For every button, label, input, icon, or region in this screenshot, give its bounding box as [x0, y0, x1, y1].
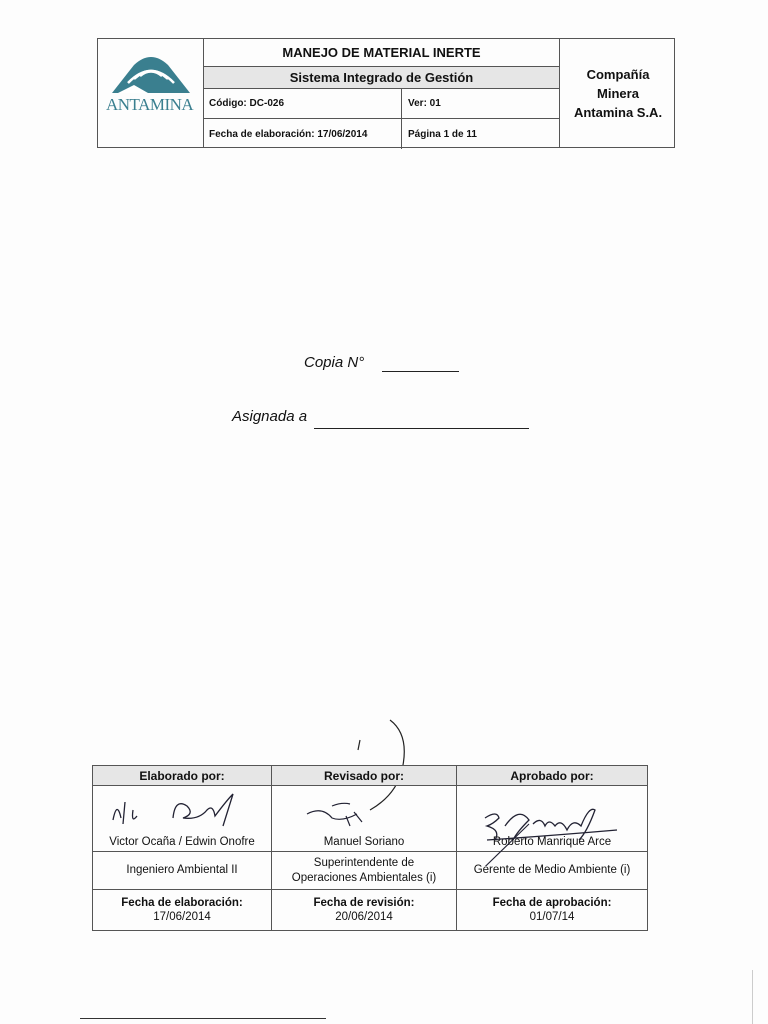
aprobado-signature-cell: [457, 786, 647, 852]
assigned-to-field[interactable]: [314, 428, 529, 429]
revisado-signature-cell: [272, 786, 456, 852]
company-line-1: Compañía: [586, 66, 650, 82]
header-middle: [204, 39, 559, 147]
company-line-3: Antamina S.A.: [573, 104, 663, 120]
document-header: [97, 38, 675, 148]
elaborado-date-label: Fecha de elaboración:: [121, 897, 243, 909]
assigned-to-label: Asignada a: [232, 408, 308, 425]
handwritten-signature-icon: [103, 790, 253, 830]
revisado-name: Manuel Soriano: [323, 836, 405, 848]
copy-number-label: Copia N°: [304, 354, 365, 371]
revisado-role-line-2: Operaciones Ambientales (i): [291, 871, 437, 884]
revisado-role-line-1: Superintendente de: [313, 856, 415, 869]
logo-text: ANTAMINA: [106, 95, 194, 114]
elaboration-date: Fecha de elaboración: 17/06/2014: [204, 119, 402, 149]
company-line-2: Minera: [597, 85, 639, 101]
aprobado-name: Roberto Manrique Arce: [492, 836, 612, 848]
aprobado-date: 01/07/14: [529, 911, 575, 923]
copy-number-field[interactable]: [382, 371, 459, 372]
elaborado-role: Ingeniero Ambiental II: [93, 852, 271, 890]
elaborado-date: 17/06/2014: [153, 911, 211, 923]
aprobado-column: [457, 766, 647, 930]
revisado-date: 20/06/2014: [335, 911, 393, 923]
elaborado-header: Elaborado por:: [93, 766, 271, 786]
logo-cell: [98, 39, 204, 147]
document-subtitle: Sistema Integrado de Gestión: [204, 67, 559, 89]
revisado-header: Revisado por:: [272, 766, 456, 786]
aprobado-header: Aprobado por:: [457, 766, 647, 786]
elaborado-date-cell: [93, 890, 271, 930]
aprobado-role: Gerente de Medio Ambiente (i): [457, 852, 647, 890]
revisado-date-label: Fecha de revisión:: [313, 897, 415, 909]
antamina-mountain-logo-icon: [98, 43, 204, 103]
date-page-row: [204, 119, 559, 149]
document-code: Código: DC-026: [204, 89, 402, 118]
revisado-date-cell: [272, 890, 456, 930]
page-number: Página 1 de 11: [408, 128, 477, 140]
bottom-rule: [80, 1018, 326, 1019]
handwritten-signature-icon: [302, 792, 422, 832]
aprobado-date-label: Fecha de aprobación:: [492, 897, 612, 909]
revisado-column: [272, 766, 457, 930]
document-title: MANEJO DE MATERIAL INERTE: [204, 39, 559, 67]
approval-table: [92, 765, 648, 931]
company-name: [559, 39, 676, 147]
aprobado-date-cell: [457, 890, 647, 930]
code-version-row: [204, 89, 559, 119]
elaborado-name: Victor Ocaña / Edwin Onofre: [109, 836, 255, 848]
elaborado-column: [93, 766, 272, 930]
elaborado-signature-cell: [93, 786, 271, 852]
scan-edge: [752, 970, 753, 1024]
revisado-role: [272, 852, 456, 890]
document-version: Ver: 01: [408, 98, 441, 109]
